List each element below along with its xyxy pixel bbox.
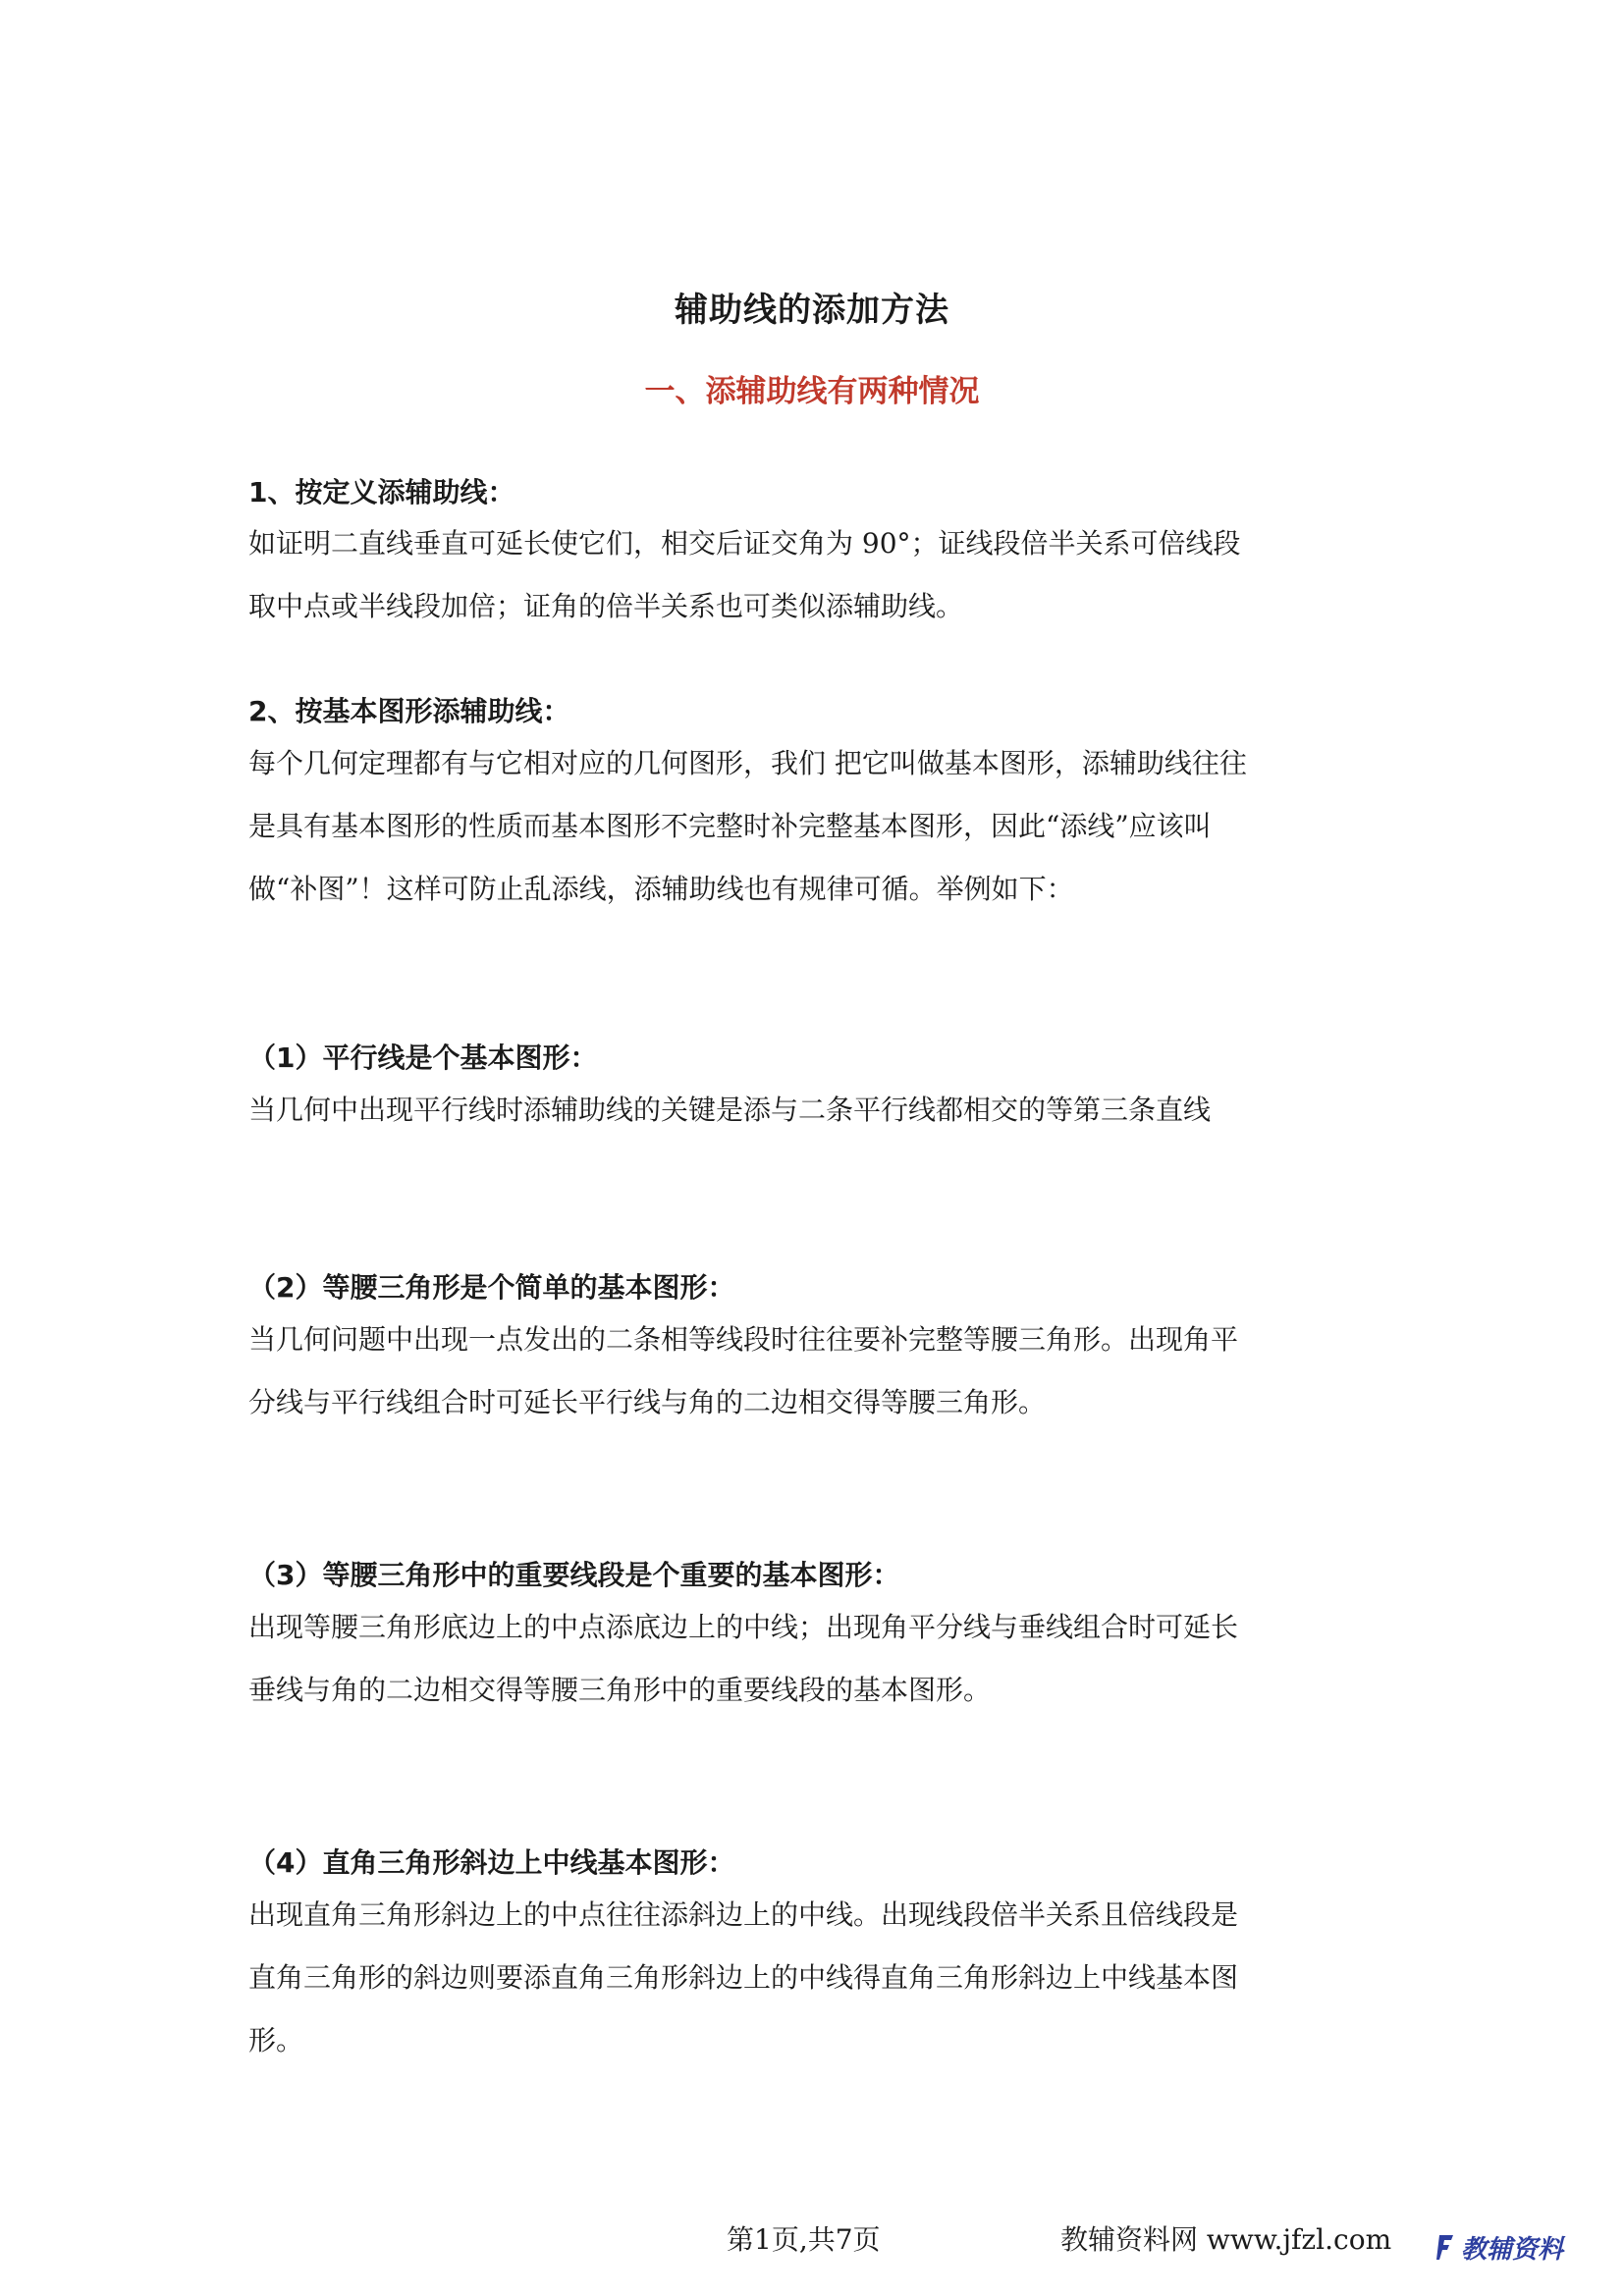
text-line: 形。 [248, 2024, 304, 2056]
subsection-body-parallel-lines [248, 1079, 1387, 1142]
subsection-body-isosceles-triangle [248, 1308, 1387, 1434]
text-line: 是具有基本图形的性质而基本图形不完整时补完整基本图形，因此“添线”应该叫 [248, 810, 1212, 842]
section-body-basic-figure [248, 732, 1387, 921]
subsection-heading-isosceles-key-segments: （3）等腰三角形中的重要线段是个重要的基本图形： [248, 1559, 900, 1591]
subsection-heading-parallel-lines: （1）平行线是个基本图形： [248, 1041, 598, 1074]
brand-logo [1435, 2226, 1593, 2268]
text-line: 分线与平行线组合时可延长平行线与角的二边相交得等腰三角形。 [248, 1386, 1047, 1418]
text-line: 每个几何定理都有与它相对应的几何图形，我们 把它叫做基本图形，添辅助线往往 [248, 747, 1247, 779]
subsection-heading-isosceles-triangle: （2）等腰三角形是个简单的基本图形： [248, 1271, 735, 1304]
subsection-heading-right-triangle-median: （4）直角三角形斜边上中线基本图形： [248, 1846, 735, 1879]
page-number: 第1页,共7页 [727, 2223, 881, 2256]
section-heading-definition: 1、按定义添辅助线： [248, 476, 515, 508]
text-line: 出现等腰三角形底边上的中点添底边上的中线；出现角平分线与垂线组合时可延长 [248, 1611, 1239, 1643]
logo-mark-icon [1435, 2232, 1457, 2262]
text-line: 如证明二直线垂直可延长使它们，相交后证交角为 90°；证线段倍半关系可倍线段 [248, 527, 1241, 560]
site-footer: 教辅资料网 www.jfzl.com [1060, 2223, 1392, 2256]
document-title: 辅助线的添加方法 [675, 291, 949, 330]
subsection-body-isosceles-key-segments [248, 1596, 1387, 1722]
text-line: 当几何中出现平行线时添辅助线的关键是添与二条平行线都相交的等第三条直线 [248, 1094, 1212, 1126]
text-line: 垂线与角的二边相交得等腰三角形中的重要线段的基本图形。 [248, 1674, 992, 1706]
text-line: 直角三角形的斜边则要添直角三角形斜边上的中线得直角三角形斜边上中线基本图 [248, 1961, 1239, 1994]
text-line: 出现直角三角形斜边上的中点往往添斜边上的中线。出现线段倍半关系且倍线段是 [248, 1898, 1239, 1931]
text-line: 当几何问题中出现一点发出的二条相等线段时往往要补完整等腰三角形。出现角平 [248, 1323, 1239, 1356]
section-body-definition [248, 512, 1387, 638]
text-line: 取中点或半线段加倍；证角的倍半关系也可类似添辅助线。 [248, 590, 964, 622]
subsection-body-right-triangle-median [248, 1884, 1387, 2072]
section-subtitle: 一、添辅助线有两种情况 [644, 374, 980, 409]
section-heading-basic-figure: 2、按基本图形添辅助线： [248, 695, 570, 727]
text-line: 做“补图”！这样可防止乱添线，添辅助线也有规律可循。举例如下： [248, 873, 1074, 905]
logo-text: 教辅资料 [1461, 2234, 1564, 2265]
